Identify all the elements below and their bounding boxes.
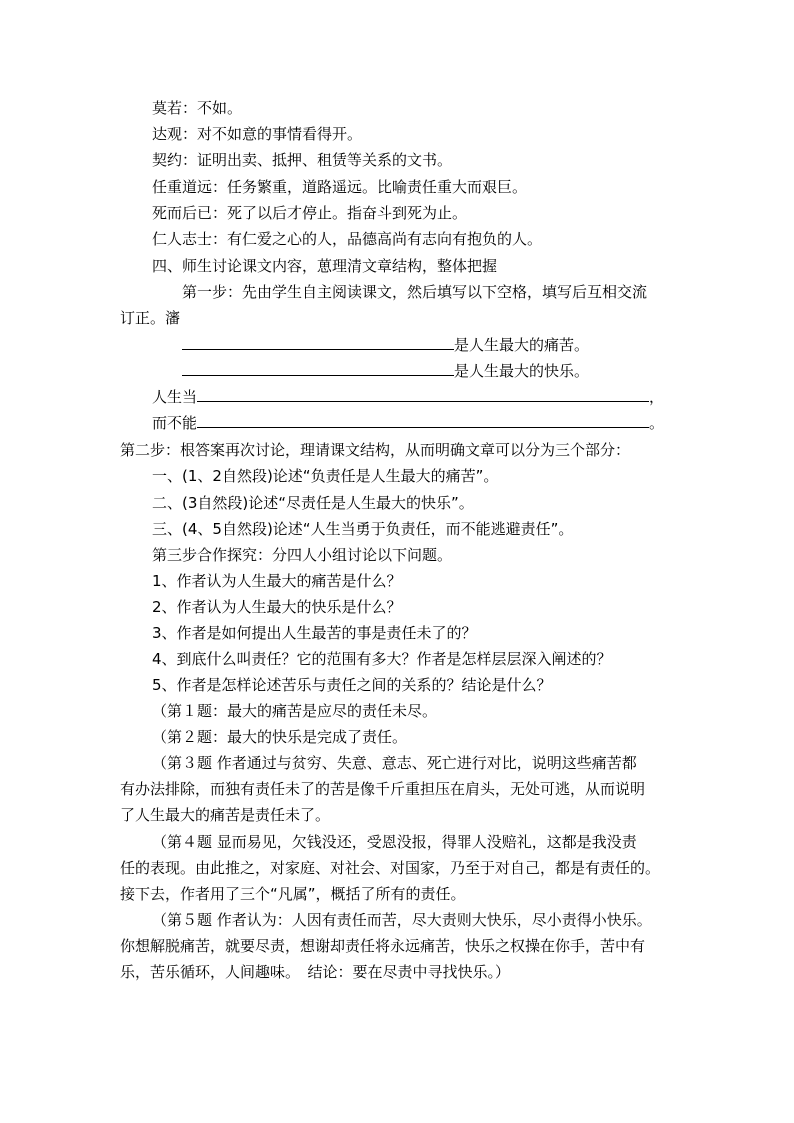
fill-blank-cannot-head: 而不能 (152, 414, 198, 432)
answer-blank[interactable] (182, 335, 454, 350)
answer-5-line-2: 你想解脱痛苦，就要尽责，想谢却责任将永远痛苦，快乐之权操在你手，苦中有 (120, 937, 646, 955)
question-5: 5、作者是怎样论述苦乐与责任之间的关系的？结论是什么？ (152, 676, 552, 694)
step3-title: 第三步合作探究：分四人小组讨论以下问题。 (152, 546, 453, 564)
step2-title: 第二步：根答案再次讨论，理请课文结构，从而明确文章可以分为三个部分： (120, 441, 631, 459)
step1-instruction: 第一步：先由学生自主阅读课文，然后填写以下空格，填写后互相交流 (182, 283, 648, 301)
question-1: 1、作者认为人生最大的痛苦是什么？ (152, 572, 402, 590)
step1-instruction-cont (120, 308, 180, 328)
answer-5-line-3: 乐，苦乐循环，人间趣味。 结论：要在尽责中寻找快乐。） (120, 963, 511, 981)
answer-blank[interactable] (182, 361, 454, 376)
vocab-ren-zhong-dao-yuan: 任重道远：任务繁重，道路遥远。比喻责任重大而艰巨。 (152, 178, 528, 196)
vocab-mo-ruo: 莫若：不如。 (152, 99, 243, 117)
answer-2: （第２题：最大的快乐是完成了责任。 (152, 728, 408, 746)
step1-mark: 瀋 (165, 309, 181, 327)
part-one: 一、(1、2自然段)论述“负责任是人生最大的痛苦”。 (152, 467, 499, 485)
fill-blank-should-head: 人生当 (152, 388, 198, 406)
vocab-qi-yue: 契约：证明出卖、抵押、租赁等关系的文书。 (152, 151, 453, 169)
fill-blank-should-tail: ， (649, 388, 665, 406)
step1-text-end: 订正。 (120, 309, 166, 327)
fill-blank-should (152, 387, 664, 407)
fill-blank-cannot (152, 413, 664, 433)
question-4: 4、到底什么叫责任？它的范围有多大？作者是怎样层层深入阐述的？ (152, 650, 612, 668)
vocab-si-er-hou-yi: 死而后已：死了以后才停止。指奋斗到死为止。 (152, 204, 468, 222)
part-three: 三、(4、5自然段)论述“人生当勇于负责任，而不能逃避责任”。 (152, 520, 574, 538)
answer-4-line-3: 接下去，作者用了三个“凡属”，概括了所有的责任。 (120, 885, 466, 903)
fill-blank-joy-text: 是人生最大的快乐。 (454, 362, 590, 380)
section-4-title: 四、师生讨论课文内容，葸理清文章结构，整体把握 (152, 257, 498, 275)
part-two: 二、(3自然段)论述“尽责任是人生最大的快乐”。 (152, 494, 474, 512)
fill-blank-cannot-tail: 。 (649, 414, 665, 432)
answer-3-line-3: 了人生最大的痛苦是责任未了。 (120, 806, 331, 824)
vocab-ren-ren-zhi-shi: 仁人志士：有仁爱之心的人，品德高尚有志向有抱负的人。 (152, 230, 543, 248)
fill-blank-pain (182, 335, 589, 355)
fill-blank-pain-text: 是人生最大的痛苦。 (454, 336, 590, 354)
answer-blank[interactable] (197, 387, 649, 402)
vocab-da-guan: 达观：对不如意的事情看得开。 (152, 125, 363, 143)
answer-blank[interactable] (197, 413, 649, 428)
answer-4-line-1: （第４题 显而易见，欠钱没还，受恩没报，得罪人没赔礼，这都是我没责 (152, 833, 637, 851)
answer-3-line-1: （第３题 作者通过与贫穷、失意、意志、死亡进行对比，说明这些痛苦都 (152, 754, 637, 772)
question-2: 2、作者认为人生最大的快乐是什么？ (152, 598, 402, 616)
answer-1: （第１题：最大的痛苦是应尽的责任未尽。 (152, 702, 438, 720)
answer-4-line-2: 任的表现。由此推之，对家庭、对社会、对国家，乃至于对自己，都是有责任的。 (120, 859, 661, 877)
fill-blank-joy (182, 361, 589, 381)
question-3: 3、作者是如何提出人生最苦的事是责任未了的？ (152, 624, 477, 642)
answer-3-line-2: 有办法排除，而独有责任未了的苦是像千斤重担压在肩头，无处可逃，从而说明 (120, 780, 646, 798)
answer-5-line-1: （第５题 作者认为：人因有责任而苦，尽大责则大快乐，尽小责得小快乐。 (152, 911, 652, 929)
